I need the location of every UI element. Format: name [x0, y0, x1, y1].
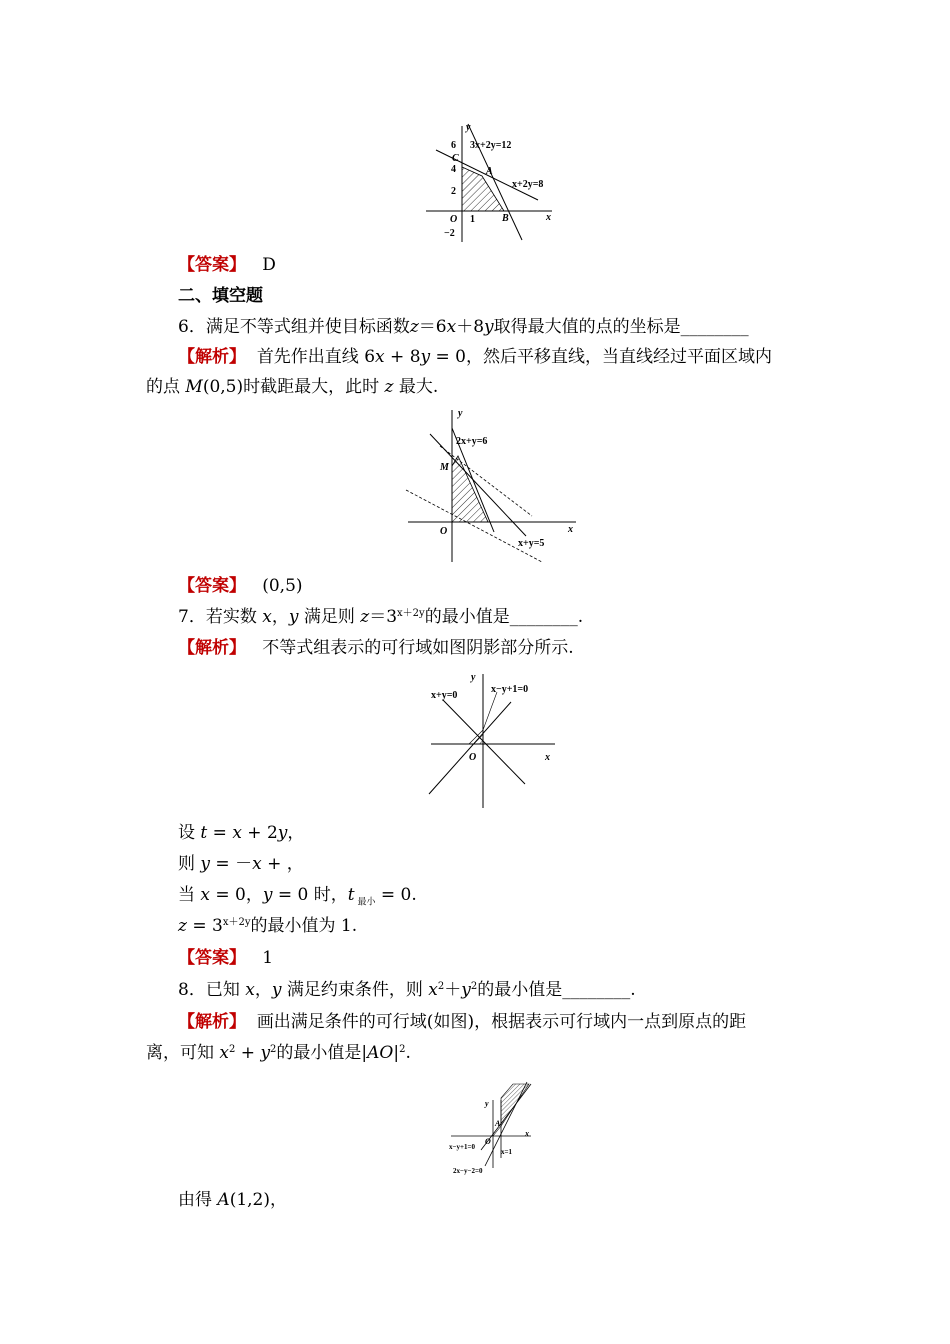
solution-7-step-4: $z = 3^{x+2y}$的最小值为 1.: [178, 916, 358, 936]
fig3-line-label-2: x−y+1=0: [491, 684, 529, 695]
fig1-tick-6: 6: [451, 140, 456, 151]
question-6: 6．满足不等式组并使目标函数z＝6x＋8y取得最大值的点的坐标是________: [178, 317, 749, 337]
fig1-y-label: y: [466, 122, 471, 133]
fig4-origin: O: [485, 1137, 491, 1146]
solution-7-step-3: 当 x = 0，y = 0 时，t $_{最小}$ = 0.: [178, 885, 417, 908]
analysis-8-line-2: 离，可知 $x^2 + y^2$的最小值是$|AO|^2$.: [146, 1043, 411, 1063]
answer-value: 1: [262, 948, 274, 968]
answer-line-7: 【答案】 1: [178, 948, 274, 968]
fig2-x-label: x: [568, 524, 573, 535]
question-8: 8．已知 x，y 满足约束条件，则 $x^2+y^2$的最小值是________.: [178, 980, 636, 1000]
fig3-x-label: x: [545, 752, 550, 763]
fig2-line-label-1: 2x+y=6: [456, 436, 488, 447]
fig1-point-B: B: [502, 213, 509, 224]
fig1-point-A: A: [486, 166, 493, 177]
fig1-line-label-2: x+2y=8: [512, 179, 544, 190]
analysis-6-line-1: 【解析】 首先作出直线 6x + 8y = 0，然后平移直线，当直线经过平面区域内: [178, 347, 772, 367]
fig3-line-label-1: x+y=0: [431, 690, 458, 701]
question-7: 7．若实数 x，y 满足则 $z=3^{x+2y}$的最小值是________.: [178, 607, 584, 627]
answer-value: (0,5): [262, 576, 303, 596]
solution-7-step-2: 则 y = －x + ，: [178, 854, 304, 874]
fig4-line-label-2: x=1: [501, 1148, 512, 1156]
fig3-y-label: y: [471, 672, 476, 683]
fig4-y-label: y: [485, 1099, 489, 1108]
solution-7-step-1: 设 t = x + 2y，: [178, 823, 305, 843]
analysis-7: 【解析】 不等式组表示的可行域如图阴影部分所示.: [178, 638, 574, 658]
fig1-tick-neg2: −2: [444, 228, 455, 239]
fig2-origin: O: [440, 526, 448, 537]
solution-8-last-line: 由得 A(1,2)，: [178, 1190, 287, 1210]
figure-2-feasible-region: [400, 404, 585, 564]
figure-1-feasible-region: [420, 120, 560, 245]
answer-tag: 【答案】: [178, 255, 246, 275]
analysis-8-line-1: 【解析】 画出满足条件的可行域(如图)，根据表示可行域内一点到原点的距: [178, 1012, 747, 1032]
fig2-point-M: M: [440, 462, 449, 473]
fig3-origin: O: [469, 752, 477, 763]
fig4-point-A: A: [495, 1119, 501, 1128]
answer-value: D: [262, 255, 276, 275]
figure-3-feasible-region: [425, 668, 565, 810]
fig4-line-label-3: 2x−y−2=0: [453, 1167, 483, 1175]
figure-4-feasible-region: [445, 1078, 540, 1178]
fig4-line-label-1: x−y+1=0: [449, 1143, 475, 1151]
fig1-point-C: C: [452, 153, 459, 164]
fig2-line-label-2: x+y=5: [518, 538, 545, 549]
fig1-x-label: x: [546, 212, 551, 223]
analysis-6-line-2: 的点 M(0,5)时截距最大，此时 z 最大.: [146, 377, 439, 397]
section-title: 二、填空题: [178, 286, 263, 306]
fig1-tick-2: 2: [451, 186, 456, 197]
fig1-tick-4: 4: [451, 164, 456, 175]
fig2-y-label: y: [458, 408, 463, 419]
analysis-tag: 【解析】: [178, 347, 246, 367]
answer-line-6: 【答案】 (0,5): [178, 576, 303, 596]
fig1-line-label-1: 3x+2y=12: [470, 140, 512, 151]
fig1-tick-1: 1: [470, 214, 475, 225]
answer-line-5: [178, 254, 276, 276]
fig4-x-label: x: [525, 1129, 529, 1138]
fig1-origin: O: [450, 214, 458, 225]
